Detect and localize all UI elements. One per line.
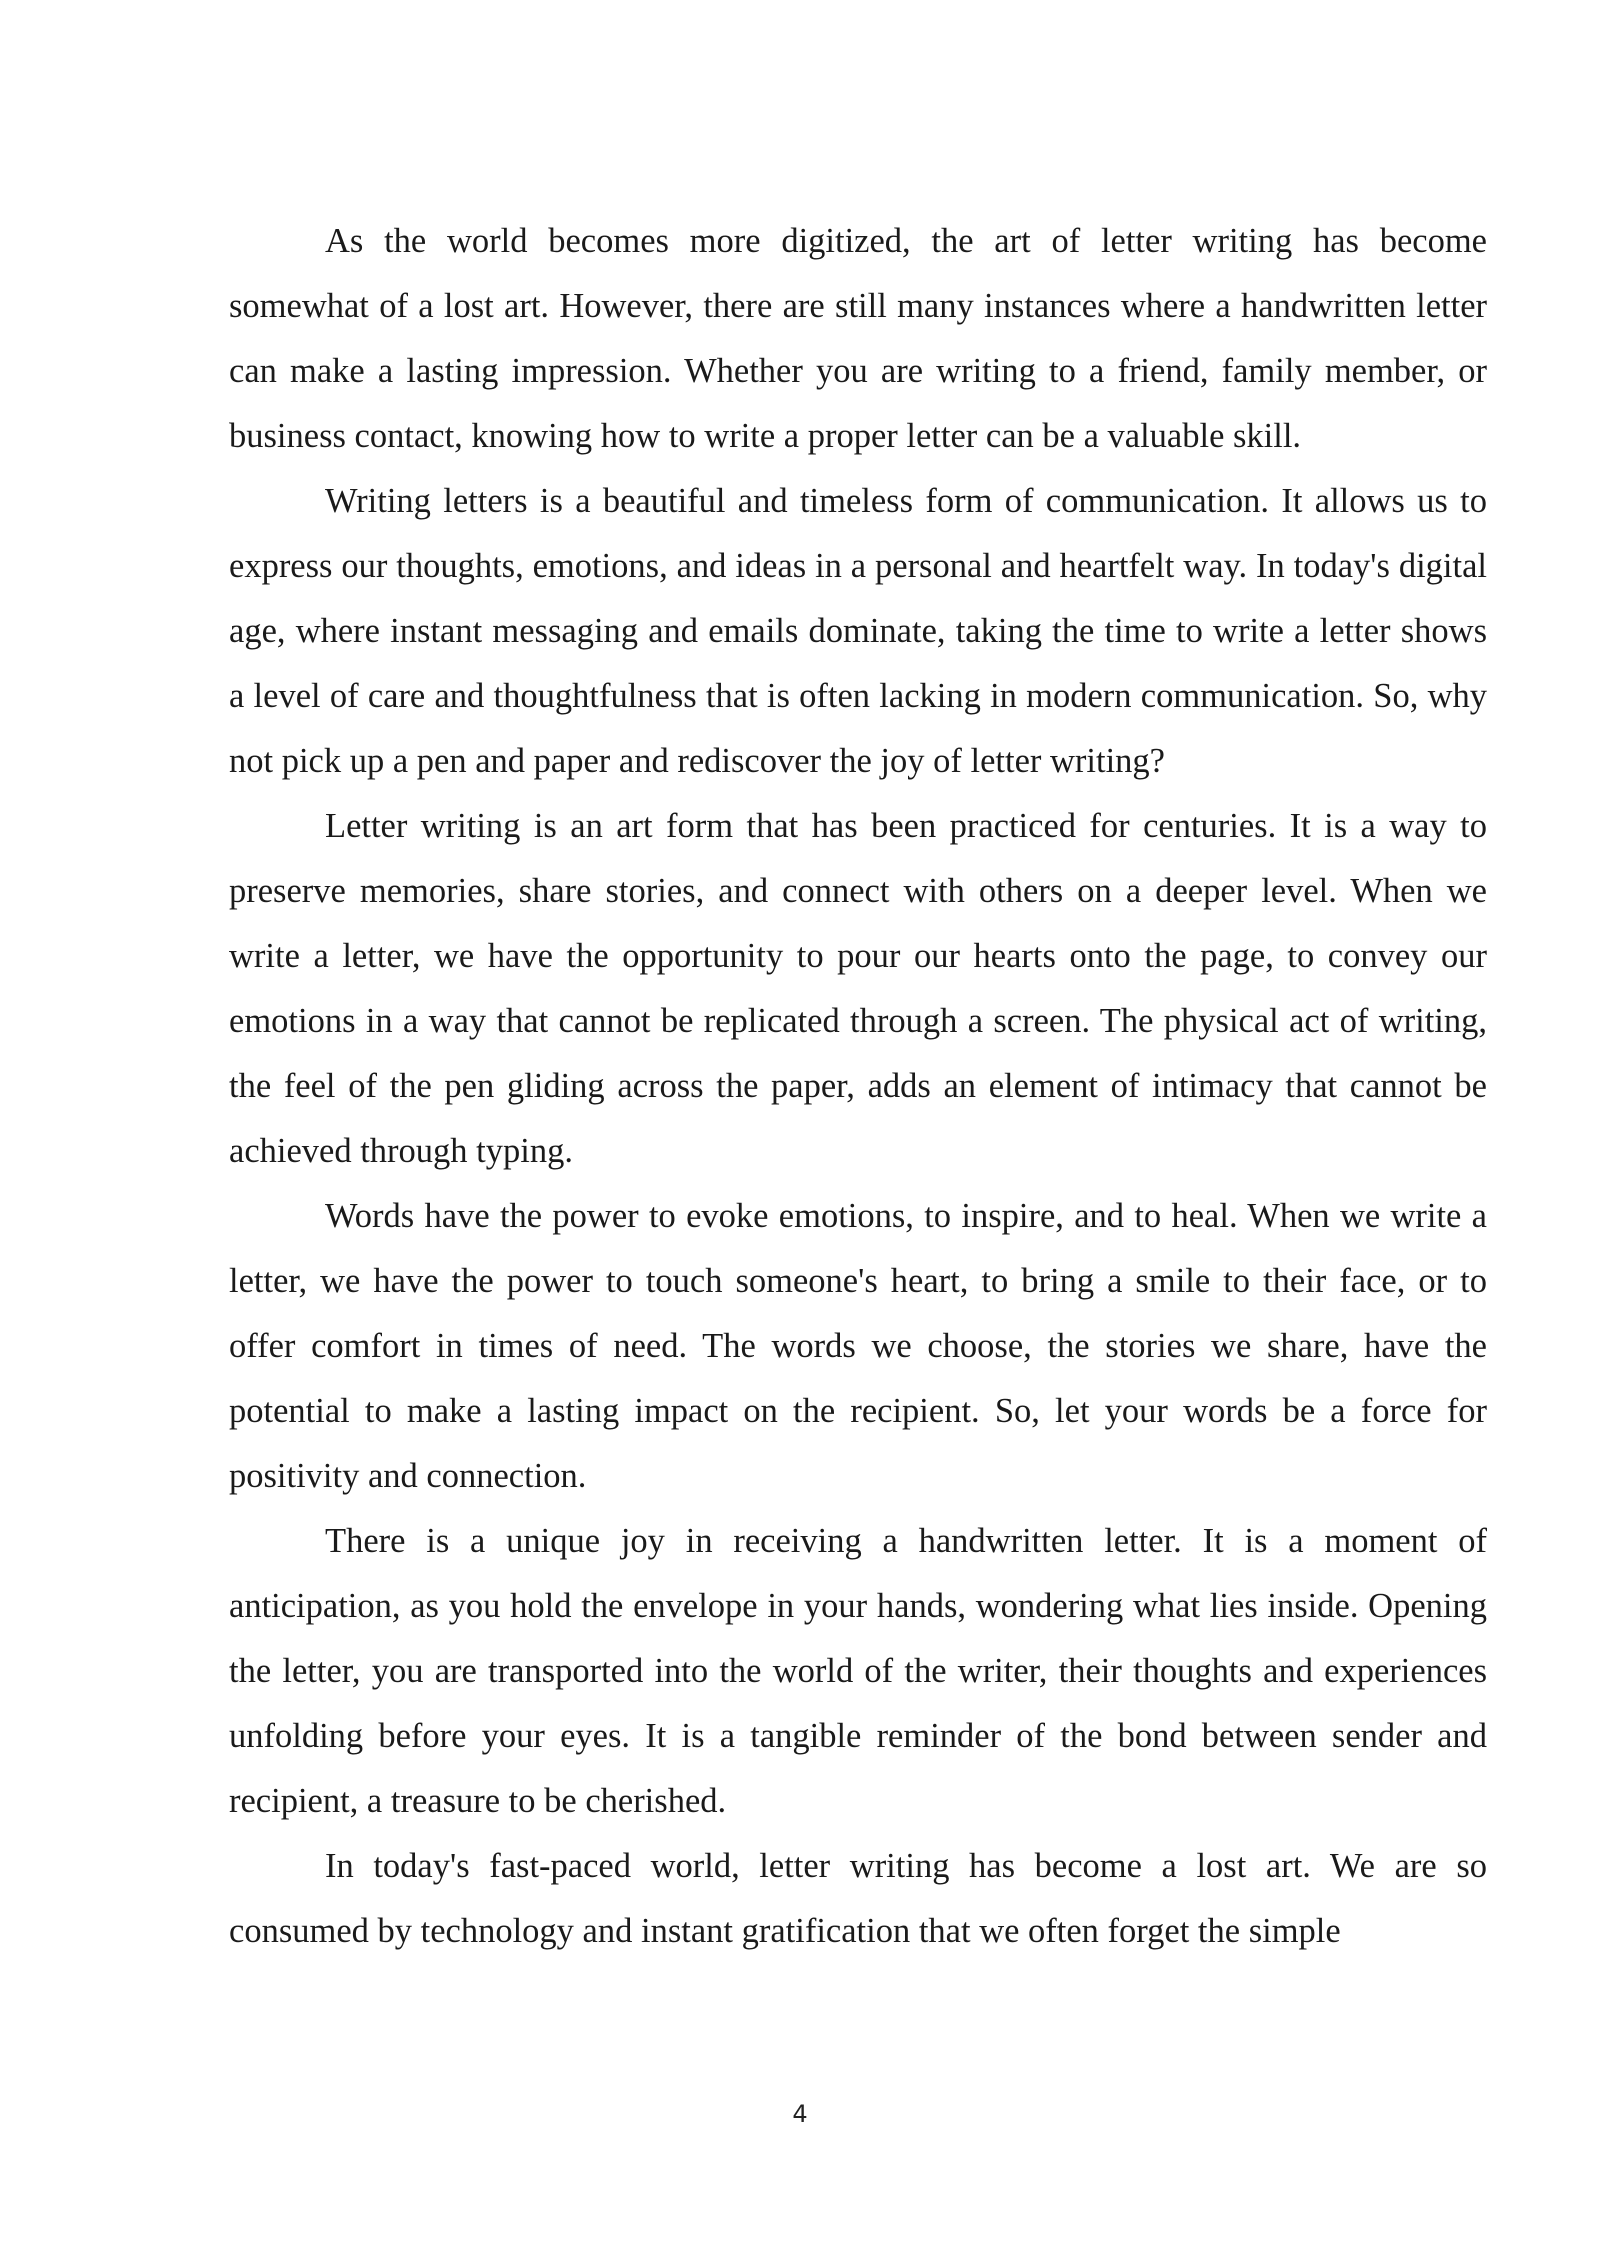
paragraph-3: Letter writing is an art form that has been practiced for centuries. It is a way to preserve memories, share stories, and connect with others on a deeper level. When we write a letter, we have the opportunity to pour our hearts onto the page, to convey our emotions in a way that cannot be replicated through a screen. The physical act of writing, the feel of the pen gliding across the paper, adds an element of intimacy that cannot be achieved through typing. [229, 807, 1487, 1170]
body-text [229, 209, 1487, 1964]
paragraph-5: There is a unique joy in receiving a handwritten letter. It is a moment of anticipation, as you hold the envelope in your hands, wondering what lies inside. Opening the letter, you are transported into the world of the writer, their thoughts and experiences unfolding before your eyes. It is a tangible reminder of the bond between sender and recipient, a treasure to be cherished. [229, 1522, 1487, 1820]
paragraph-1: As the world becomes more digitized, the art of letter writing has become somewhat of a lost art. However, there are still many instances where a handwritten letter can make a lasting impression. Whether you are writing to a friend, family member, or business contact, knowing how to write a proper letter can be a valuable skill. [229, 222, 1487, 455]
paragraph-6: In today's fast-paced world, letter writing has become a lost art. We are so consumed by technology and instant gratification that we often forget the simple [229, 1847, 1487, 1950]
paragraph-2: Writing letters is a beautiful and timeless form of communication. It allows us to express our thoughts, emotions, and ideas in a personal and heartfelt way. In today's digital age, where instant messaging and emails dominate, taking the time to write a letter shows a level of care and thoughtfulness that is often lacking in modern communication. So, why not pick up a pen and paper and rediscover the joy of letter writing? [229, 482, 1487, 780]
page-number: 4 [792, 2100, 808, 2128]
paragraph-4: Words have the power to evoke emotions, to inspire, and to heal. When we write a letter, we have the power to touch someone's heart, to bring a smile to their face, or to offer comfort in times of need. The words we choose, the stories we share, have the potential to make a lasting impact on the recipient. So, let your words be a force for positivity and connection. [229, 1197, 1487, 1495]
